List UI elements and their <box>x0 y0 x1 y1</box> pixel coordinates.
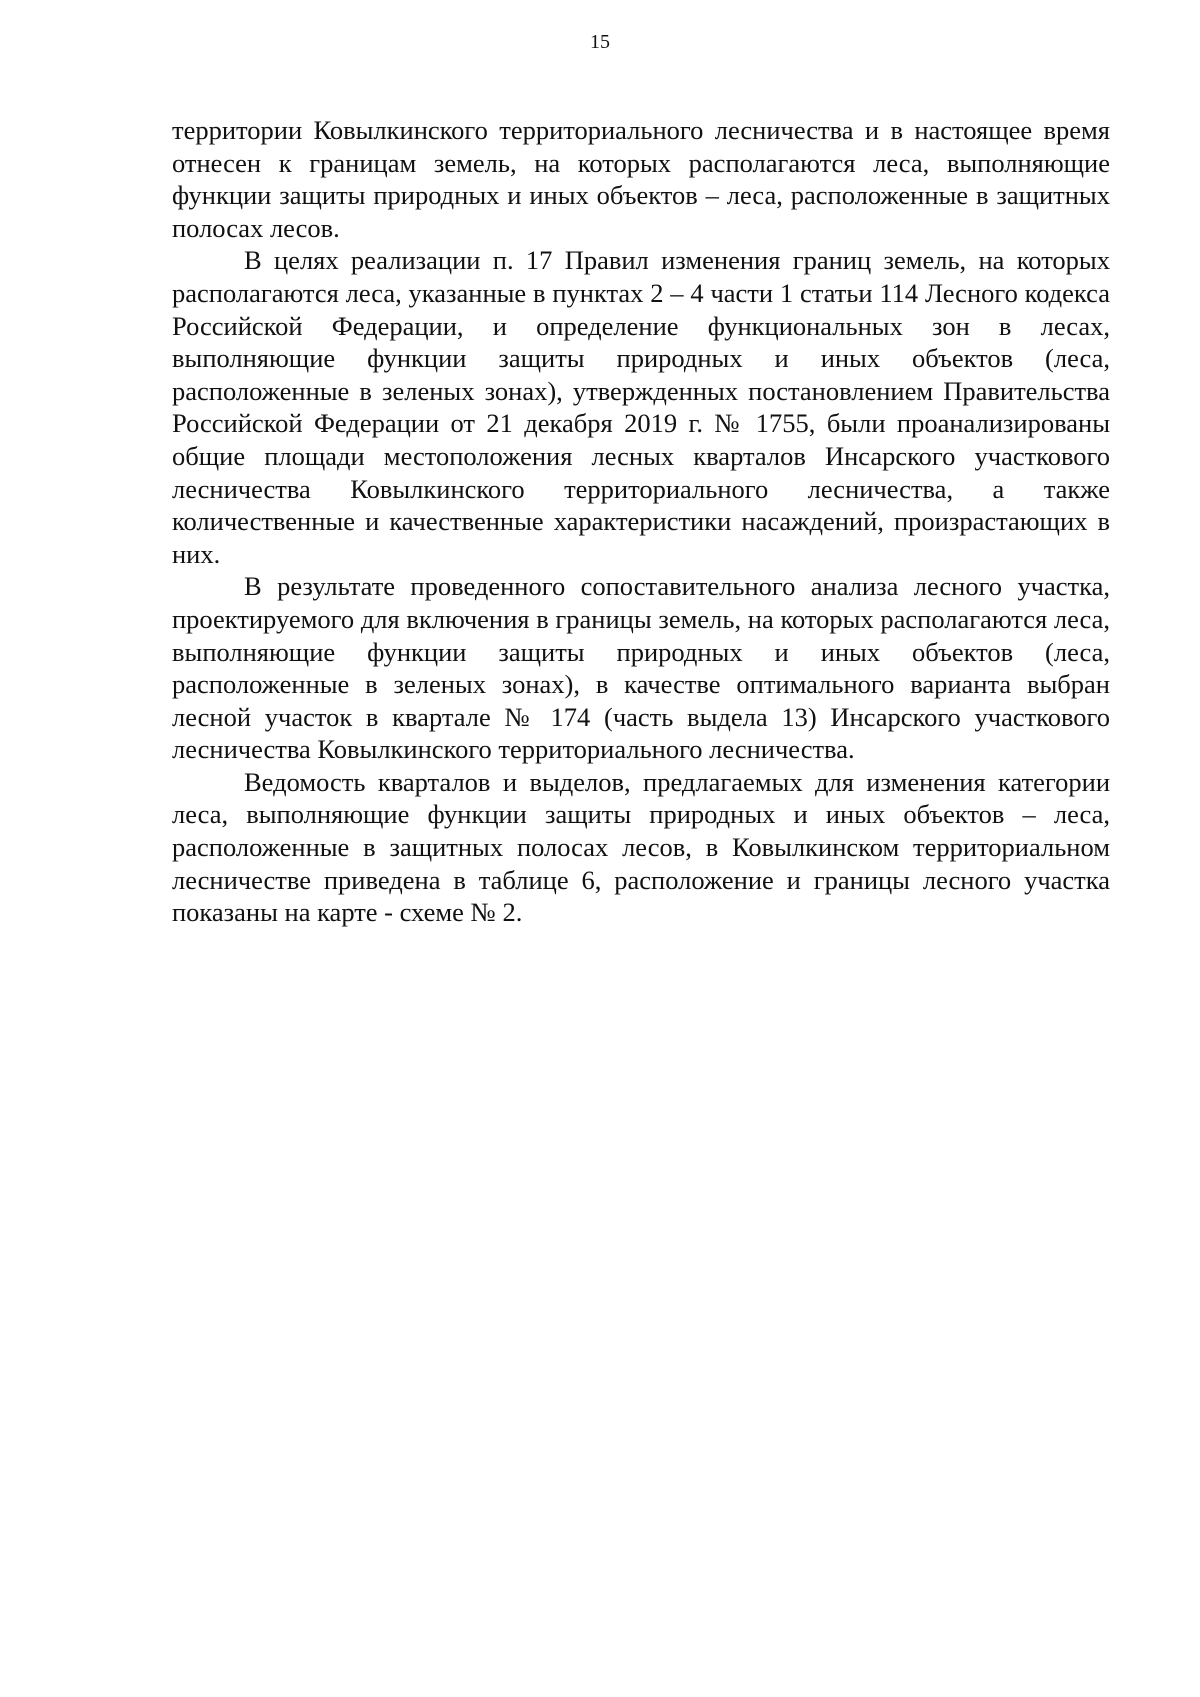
paragraph-regulation-analysis: В целях реализации п. 17 Правил изменения границ земель, на которых располагаются леса, указанные в пунктах 2 – 4 части 1 статьи 114 Лесного кодекса Российской Федерации, и определение функциональных зон в лесах, выполняющие функции защиты природных и иных объектов (леса, расположенные в зеленых зонах), утвержденных постановлением Правительства Российской Федерации от 21 декабря 2019 г. № 1755, были проанализированы общие площади местоположения лесных кварталов Инсарского участкового лесничества Ковылкинского территориального лесничества, а также количественные и качественные характеристики насаждений, произрастающих в них. <box>172 245 1110 569</box>
paragraph-statement-reference: Ведомость кварталов и выделов, предлагаемых для изменения категории леса, выполняющие функции защиты природных и иных объектов – леса, расположенные в защитных полосах лесов, в Ковылкинском территориальном лесничестве приведена в таблице 6, расположение и границы лесного участка показаны на карте - схеме № 2. <box>172 766 1110 928</box>
paragraph-comparative-analysis-result: В результате проведенного сопоставительного анализа лесного участка, проектируемого для включения в границы земель, на которых располагаются леса, выполняющие функции защиты природных и иных объектов (леса, расположенные в зеленых зонах), в качестве оптимального варианта выбран лесной участок в квартале № 174 (часть выдела 13) Инсарского участкового лесничества Ковылкинского территориального лесничества. <box>172 571 1110 765</box>
document-body <box>172 114 1110 929</box>
paragraph-continuation: территории Ковылкинского территориального лесничества и в настоящее время отнесен к границам земель, на которых располагаются леса, выполняющие функции защиты природных и иных объектов – леса, расположенные в защитных полосах лесов. <box>172 115 1110 243</box>
page-number: 15 <box>590 31 610 53</box>
